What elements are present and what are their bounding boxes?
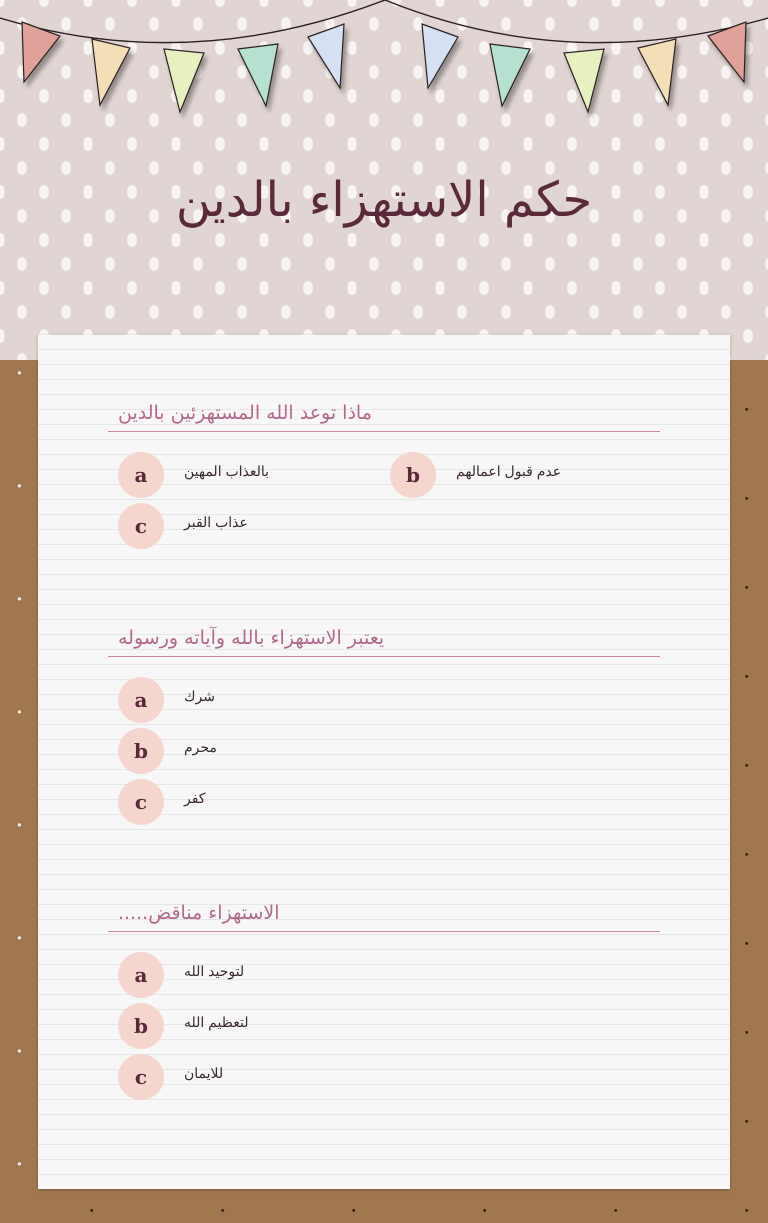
option-a[interactable] xyxy=(118,677,215,723)
option-b[interactable] xyxy=(118,1003,248,1049)
question-card xyxy=(108,395,660,556)
option-text: شرك xyxy=(184,687,215,704)
page-title: حكم الاستهزاء بالدين xyxy=(175,172,593,228)
options-group xyxy=(108,671,660,831)
options-group xyxy=(108,946,660,1106)
option-letter-badge: b xyxy=(118,728,164,774)
option-letter-badge: a xyxy=(118,952,164,998)
option-b[interactable] xyxy=(118,728,217,774)
option-text: كفر xyxy=(184,789,206,806)
option-b[interactable] xyxy=(390,452,561,498)
option-text: لتعظيم الله xyxy=(184,1013,249,1030)
option-letter-badge: a xyxy=(118,452,164,498)
option-letter-badge: b xyxy=(118,1003,164,1049)
option-text: محرم xyxy=(184,738,217,755)
option-letter-badge: b xyxy=(390,452,436,498)
option-a[interactable] xyxy=(118,952,244,998)
question-text: الاستهزاء مناقض..... xyxy=(108,895,660,932)
option-letter-badge: c xyxy=(118,779,164,825)
option-text: للايمان xyxy=(184,1064,224,1081)
option-text: عدم قبول اعمالهم xyxy=(456,462,562,479)
question-text: ماذا توعد الله المستهزئين بالدين xyxy=(108,395,660,432)
option-a[interactable] xyxy=(118,452,269,498)
option-letter-badge: c xyxy=(118,1054,164,1100)
option-text: عذاب القبر xyxy=(184,513,248,530)
options-group xyxy=(108,446,660,556)
quiz-sheet xyxy=(38,335,730,1189)
header-banner xyxy=(0,0,768,360)
option-letter-badge: a xyxy=(118,677,164,723)
question-card xyxy=(108,620,660,831)
option-letter-badge: c xyxy=(118,503,164,549)
option-c[interactable] xyxy=(118,503,248,549)
bunting-decoration xyxy=(0,0,768,130)
option-text: لتوحيد الله xyxy=(184,962,245,979)
question-card xyxy=(108,895,660,1106)
option-text: بالعذاب المهين xyxy=(184,462,270,479)
option-c[interactable] xyxy=(118,779,205,825)
question-text: يعتبر الاستهزاء بالله وآياته ورسوله xyxy=(108,620,660,657)
option-c[interactable] xyxy=(118,1054,223,1100)
